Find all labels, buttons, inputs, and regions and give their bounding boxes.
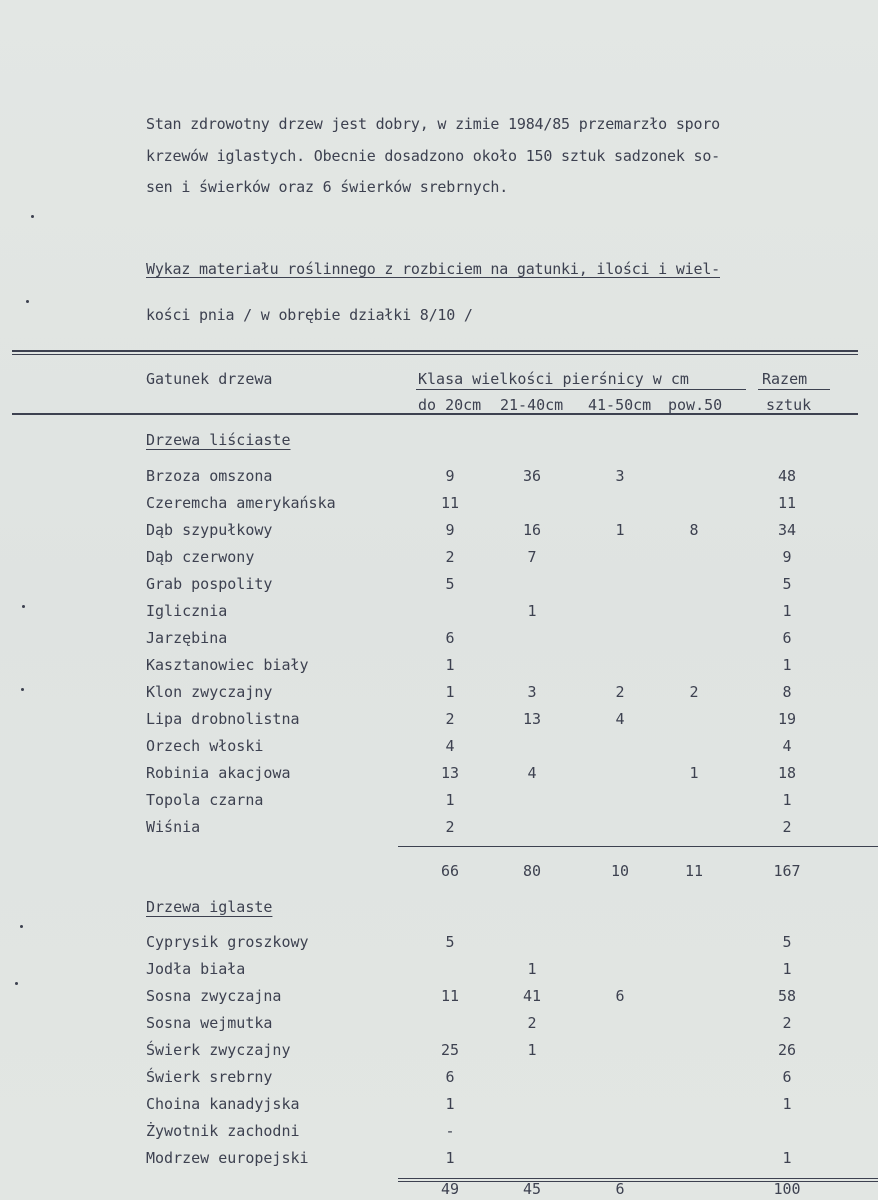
table-row xyxy=(0,818,878,845)
table-row xyxy=(0,1149,878,1176)
margin-speck xyxy=(31,215,34,218)
species-name: Choina kanadyjska xyxy=(146,1095,300,1113)
table-row xyxy=(0,575,878,602)
table-top-rule xyxy=(12,350,858,352)
total-cell: 1 xyxy=(782,602,792,620)
species-name: Wiśnia xyxy=(146,818,201,836)
value-cell: 4 xyxy=(445,737,455,755)
value-cell: 9 xyxy=(445,521,455,539)
table-row xyxy=(0,521,878,548)
total-cell: 34 xyxy=(777,521,797,539)
total-cell: 6 xyxy=(782,629,792,647)
value-cell: 1 xyxy=(445,1095,455,1113)
sum-cell: 45 xyxy=(522,1180,542,1198)
value-cell: 3 xyxy=(615,467,625,485)
class-header: Klasa wielkości pierśnicy w cm xyxy=(418,370,689,388)
total-cell: 48 xyxy=(777,467,797,485)
conifer-sum-row xyxy=(0,1180,878,1200)
value-cell: 16 xyxy=(522,521,542,539)
species-name: Klon zwyczajny xyxy=(146,683,273,701)
sum-cell: 167 xyxy=(773,862,801,880)
value-cell: 2 xyxy=(445,818,455,836)
table-row xyxy=(0,1068,878,1095)
table-row xyxy=(0,629,878,656)
total-cell: 1 xyxy=(782,1095,792,1113)
value-cell: 2 xyxy=(527,1014,537,1032)
deciduous-sum-rule xyxy=(398,846,878,847)
total-underline xyxy=(758,389,830,390)
value-cell: 3 xyxy=(527,683,537,701)
section-title-conifers: Drzewa iglaste xyxy=(146,898,273,916)
species-name: Kasztanowiec biały xyxy=(146,656,309,674)
sum-cell: 10 xyxy=(610,862,630,880)
species-name: Cyprysik groszkowy xyxy=(146,933,309,951)
total-cell: 58 xyxy=(777,987,797,1005)
sum-cell: 100 xyxy=(773,1180,801,1198)
species-name: Modrzew europejski xyxy=(146,1149,309,1167)
total-cell: 1 xyxy=(782,656,792,674)
sum-cell: 6 xyxy=(615,1180,625,1198)
value-cell: 7 xyxy=(527,548,537,566)
sum-cell: 80 xyxy=(522,862,542,880)
table-row xyxy=(0,1095,878,1122)
table-row xyxy=(0,737,878,764)
table-row xyxy=(0,548,878,575)
table-row xyxy=(0,710,878,737)
species-name: Jodła biała xyxy=(146,960,246,978)
total-cell: 6 xyxy=(782,1068,792,1086)
value-cell: 11 xyxy=(440,987,460,1005)
sum-cell: 66 xyxy=(440,862,460,880)
table-row xyxy=(0,467,878,494)
value-cell: 1 xyxy=(527,602,537,620)
deciduous-sum-row xyxy=(0,862,878,889)
value-cell: 1 xyxy=(615,521,625,539)
total-cell: 2 xyxy=(782,1014,792,1032)
section-title-deciduous: Drzewa liściaste xyxy=(146,431,291,449)
species-name: Orzech włoski xyxy=(146,737,264,755)
value-cell: 2 xyxy=(445,548,455,566)
total-cell: 26 xyxy=(777,1041,797,1059)
total-cell: 1 xyxy=(782,1149,792,1167)
table-row xyxy=(0,764,878,791)
species-name: Jarzębina xyxy=(146,629,228,647)
value-cell: 1 xyxy=(689,764,699,782)
total-cell: 19 xyxy=(777,710,797,728)
total-cell: 2 xyxy=(782,818,792,836)
species-name: Sosna wejmutka xyxy=(146,1014,273,1032)
value-cell: 1 xyxy=(527,960,537,978)
value-cell: 1 xyxy=(445,683,455,701)
margin-speck xyxy=(15,982,18,985)
value-cell: 41 xyxy=(522,987,542,1005)
value-cell: 1 xyxy=(527,1041,537,1059)
total-header: Razem xyxy=(762,370,808,388)
table-row xyxy=(0,1122,878,1149)
species-name: Świerk srebrny xyxy=(146,1068,273,1086)
table-row xyxy=(0,602,878,629)
caption-line: kości pnia / w obrębie działki 8/10 / xyxy=(146,305,473,324)
value-cell: 8 xyxy=(689,521,699,539)
sum-cell: 11 xyxy=(684,862,704,880)
total-cell: 5 xyxy=(782,575,792,593)
value-cell: - xyxy=(445,1122,455,1140)
table-top-rule-thin xyxy=(12,354,858,355)
species-name: Żywotnik zachodni xyxy=(146,1122,300,1140)
species-header: Gatunek drzewa xyxy=(146,370,273,388)
intro-line: Stan zdrowotny drzew jest dobry, w zimie 1984/85 przemarzło sporo xyxy=(146,115,720,133)
value-cell: 6 xyxy=(445,629,455,647)
value-cell: 2 xyxy=(689,683,699,701)
value-cell: 13 xyxy=(440,764,460,782)
value-cell: 6 xyxy=(445,1068,455,1086)
subcol-header: 21-40cm xyxy=(500,396,564,414)
table-row xyxy=(0,987,878,1014)
table-row xyxy=(0,494,878,521)
table-row xyxy=(0,1041,878,1068)
intro-line: krzewów iglastych. Obecnie dosadzono około 150 sztuk sadzonek so- xyxy=(146,146,720,165)
total-cell: 1 xyxy=(782,791,792,809)
value-cell: 2 xyxy=(615,683,625,701)
value-cell: 4 xyxy=(615,710,625,728)
table-row xyxy=(0,1014,878,1041)
species-name: Dąb szypułkowy xyxy=(146,521,273,539)
value-cell: 5 xyxy=(445,575,455,593)
subcol-header: 41-50cm xyxy=(588,396,652,414)
caption-line: Wykaz materiału roślinnego z rozbiciem na gatunki, ilości i wiel- xyxy=(146,260,720,278)
value-cell: 36 xyxy=(522,467,542,485)
value-cell: 13 xyxy=(522,710,542,728)
total-cell: 18 xyxy=(777,764,797,782)
value-cell: 5 xyxy=(445,933,455,951)
species-name: Topola czarna xyxy=(146,791,264,809)
table-row xyxy=(0,791,878,818)
value-cell: 1 xyxy=(445,791,455,809)
value-cell: 25 xyxy=(440,1041,460,1059)
value-cell: 1 xyxy=(445,1149,455,1167)
species-name: Dąb czerwony xyxy=(146,548,255,566)
units-header: sztuk xyxy=(766,396,812,414)
value-cell: 9 xyxy=(445,467,455,485)
total-cell: 11 xyxy=(777,494,797,512)
species-name: Sosna zwyczajna xyxy=(146,987,282,1005)
table-row xyxy=(0,683,878,710)
intro-paragraph xyxy=(146,109,836,204)
value-cell: 11 xyxy=(440,494,460,512)
margin-speck xyxy=(20,925,23,928)
total-cell: 9 xyxy=(782,548,792,566)
subcol-header: pow.50 xyxy=(668,396,723,414)
species-name: Świerk zwyczajny xyxy=(146,1041,291,1059)
species-name: Robinia akacjowa xyxy=(146,764,291,782)
sum-cell: 49 xyxy=(440,1180,460,1198)
table-row xyxy=(0,933,878,960)
species-name: Grab pospolity xyxy=(146,575,273,593)
value-cell: 4 xyxy=(527,764,537,782)
subcol-header: do 20cm xyxy=(418,396,482,414)
species-name: Iglicznia xyxy=(146,602,228,620)
table-row xyxy=(0,960,878,987)
total-cell: 4 xyxy=(782,737,792,755)
value-cell: 6 xyxy=(615,987,625,1005)
margin-speck xyxy=(21,688,24,691)
total-cell: 8 xyxy=(782,683,792,701)
species-name: Brzoza omszona xyxy=(146,467,273,485)
table-row xyxy=(0,656,878,683)
total-cell: 5 xyxy=(782,933,792,951)
class-underline xyxy=(416,389,746,390)
margin-speck xyxy=(26,300,29,303)
total-cell: 1 xyxy=(782,960,792,978)
margin-speck xyxy=(22,605,25,608)
table-caption xyxy=(146,254,836,331)
species-name: Czeremcha amerykańska xyxy=(146,494,336,512)
value-cell: 2 xyxy=(445,710,455,728)
species-name: Lipa drobnolistna xyxy=(146,710,300,728)
conifer-sum-rule xyxy=(398,1178,878,1179)
intro-line: sen i świerków oraz 6 świerków srebrnych. xyxy=(146,178,509,196)
value-cell: 1 xyxy=(445,656,455,674)
